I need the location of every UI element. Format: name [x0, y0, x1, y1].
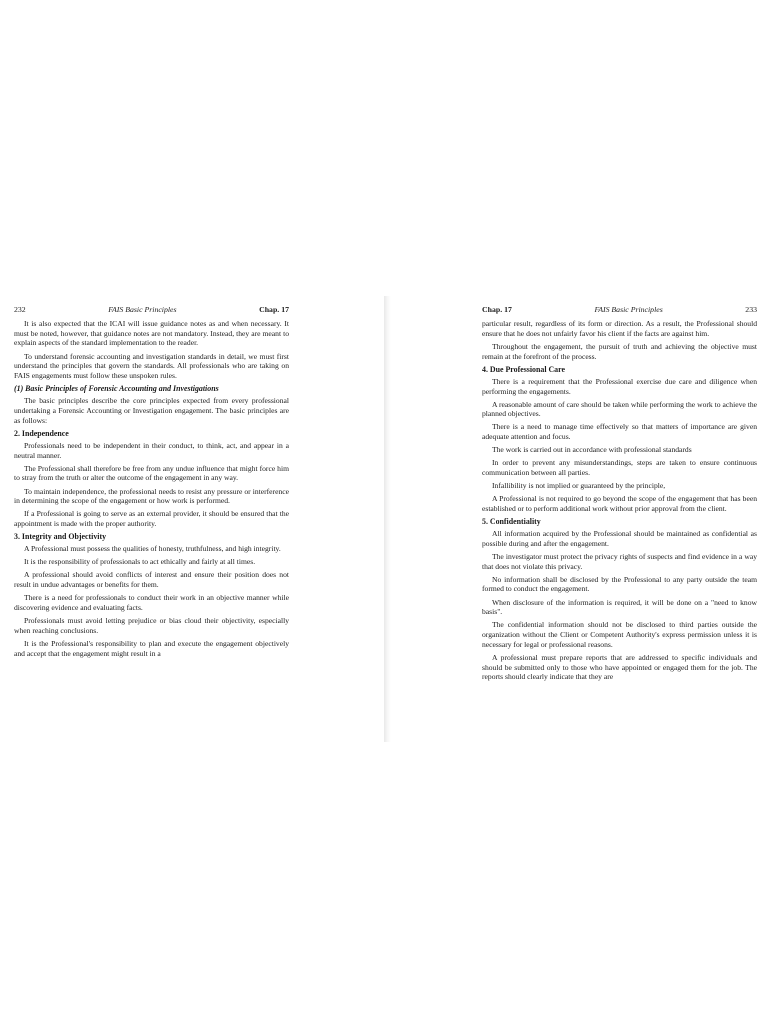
paragraph: Professionals must avoid letting prejudice or bias cloud their objectivity, especially when reaching conclusions. — [14, 616, 289, 635]
paragraph: A professional must prepare reports that are addressed to specific individuals and should be submitted only to those who have appointed or engaged them for the job. The reports should clearly indicate that they are — [482, 652, 757, 682]
section-heading: (1) Basic Principles of Forensic Accounting and Investigations — [14, 384, 219, 393]
section-heading: 2. Independence — [14, 428, 69, 438]
section-heading: 3. Integrity and Objectivity — [14, 532, 107, 542]
paragraph: A reasonable amount of care should be taken while performing the work to achieve the planned objectives. — [482, 399, 757, 419]
chapter-label: Chap. 17 — [259, 305, 289, 314]
paragraph: If a Professional is going to serve as an external provider, it should be ensured that the appointment is made with the proper authority. — [14, 509, 289, 528]
book-gutter — [384, 296, 391, 742]
paragraph: Infallibility is not implied or guaranteed by the principle, — [492, 481, 666, 491]
paragraph: It is also expected that the ICAI will issue guidance notes as and when necessary. It must be noted, however, that guidance notes are not mandatory. Instead, they are meant to explain aspects of the standard implementation to the reader. — [14, 319, 289, 348]
chapter-label: Chap. 17 — [482, 305, 512, 314]
paragraph: Throughout the engagement, the pursuit of truth and achieving the objective must remain at the forefront of the process. — [482, 341, 757, 361]
paragraph: It is the responsibility of professionals to act ethically and fairly at all times. — [24, 557, 256, 567]
paragraph: There is a requirement that the Professional exercise due care and diligence when performing the engagements. — [482, 376, 757, 396]
paragraph: Professionals need to be independent in their conduct, to think, act, and appear in a neutral manner. — [14, 440, 289, 460]
running-title: FAIS Basic Principles — [594, 305, 663, 314]
paragraph: The investigator must protect the privacy rights of suspects and find evidence in a way that does not violate this privacy. — [482, 551, 757, 571]
paragraph: particular result, regardless of its form or direction. As a result, the Professional should ensure that he does not unfairly favor his client if the facts are against him. — [482, 319, 757, 338]
paragraph: The work is carried out in accordance with professional standards — [492, 445, 692, 455]
paragraph: There is a need for professionals to conduct their work in an objective manner while discovering evidence and evaluating facts. — [14, 593, 289, 612]
right-page — [482, 305, 757, 685]
paragraph: When disclosure of the information is required, it will be done on a "need to know basis". — [482, 597, 757, 617]
paragraph: The basic principles describe the core principles expected from every professional undertaking a Forensic Accounting or Investigation engagement. The basic principles are as follows: — [14, 396, 289, 425]
paragraph: The confidential information should not be disclosed to third parties outside the organization without the Client or Competent Authority's express permission unless it is necessary for legal or professional reasons. — [482, 620, 757, 649]
running-title: FAIS Basic Principles — [108, 305, 177, 314]
left-page — [14, 305, 289, 662]
section-heading: 4. Due Professional Care — [482, 364, 565, 374]
page-number: 233 — [745, 305, 757, 314]
paragraph: No information shall be disclosed by the Professional to any party outside the team formed to conduct the engagement. — [482, 574, 757, 594]
paragraph: A Professional is not required to go beyond the scope of the engagement that has been established or to perform additional work without prior approval from the client. — [482, 494, 757, 513]
page-number: 232 — [14, 305, 26, 314]
paragraph: There is a need to manage time effectively so that matters of importance are given adequate attention and focus. — [482, 422, 757, 442]
section-heading: 5. Confidentiality — [482, 516, 541, 526]
paragraph: A professional should avoid conflicts of interest and ensure their position does not result in undue advantages or benefits for them. — [14, 570, 289, 590]
right-page-header — [482, 305, 757, 315]
paragraph: To maintain independence, the professional needs to resist any pressure or interference in determining the scope of the engagement or how work is performed. — [14, 486, 289, 506]
left-page-header — [14, 305, 289, 315]
paragraph: The Professional shall therefore be free from any undue influence that might force him to stray from the truth or alter the outcome of the engagement in any way. — [14, 463, 289, 483]
paragraph: A Professional must possess the qualities of honesty, truthfulness, and high integrity. — [24, 544, 281, 554]
paragraph: All information acquired by the Professional should be maintained as confidential as possible during and after the engagement. — [482, 529, 757, 548]
paragraph: To understand forensic accounting and investigation standards in detail, we must first understand the principles that govern the standards. All professionals who are taking on FAIS engagements must follow these unspoken rules. — [14, 351, 289, 380]
right-page-body — [482, 319, 757, 682]
paragraph: It is the Professional's responsibility to plan and execute the engagement objectively and accept that the engagement might result in a — [14, 638, 289, 658]
left-page-body — [14, 319, 289, 658]
paragraph: In order to prevent any misunderstandings, steps are taken to ensure continuous communication between all parties. — [482, 458, 757, 477]
